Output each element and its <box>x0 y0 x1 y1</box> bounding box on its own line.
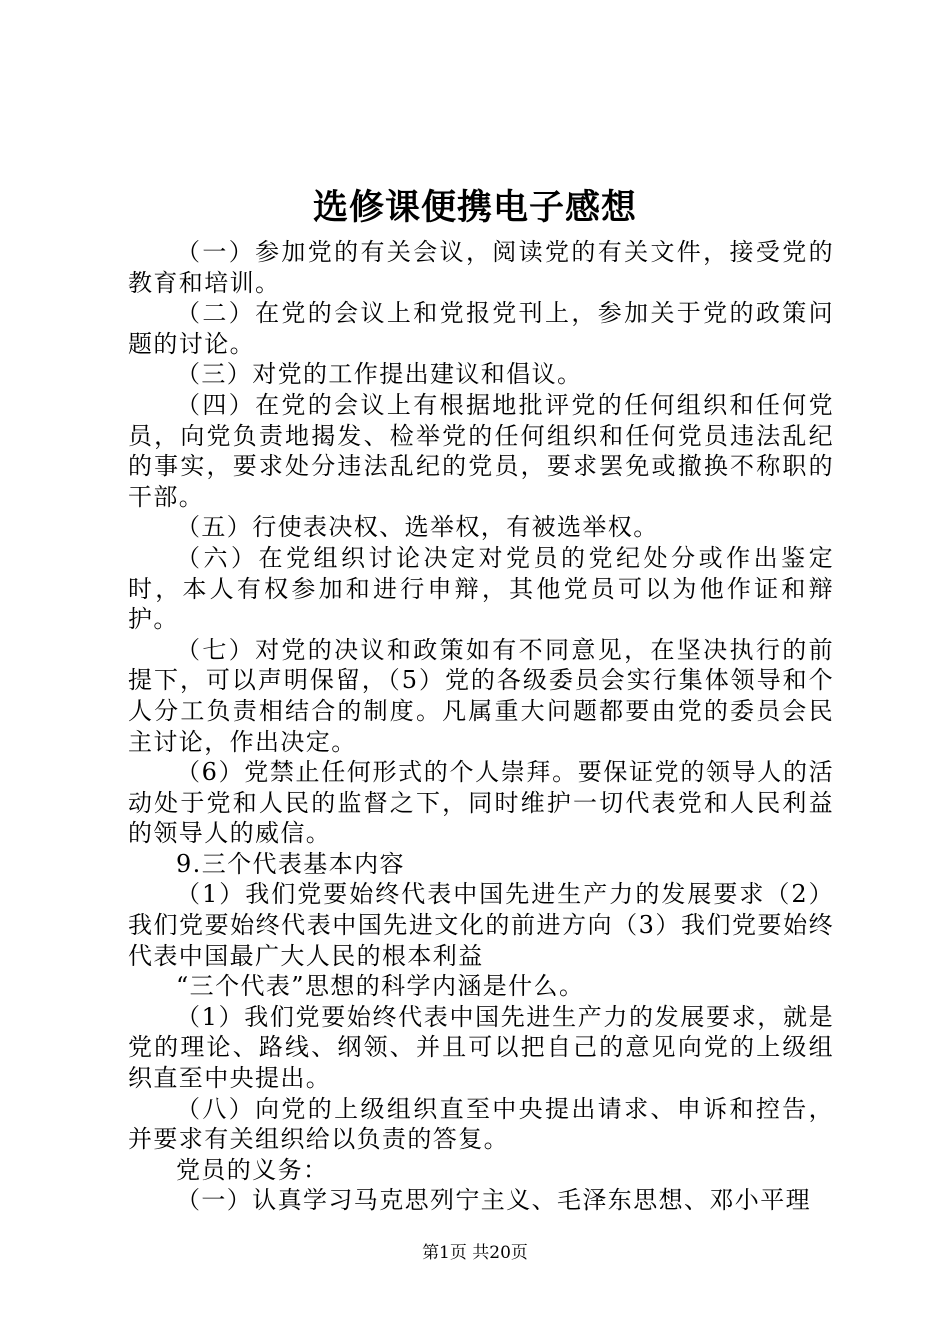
document-body <box>128 237 834 1216</box>
paragraph: （八）向党的上级组织直至中央提出请求、申诉和控告，并要求有关组织给以负责的答复。 <box>128 1094 834 1154</box>
paragraph: （三）对党的工作提出建议和倡议。 <box>176 360 583 389</box>
paragraph: “三个代表”思想的科学内涵是什么。 <box>176 972 585 1001</box>
paragraph: （六）在党组织讨论决定对党员的党纪处分或作出鉴定时，本人有权参加和进行申辩，其他党员可以为他作证和辩护。 <box>128 543 834 634</box>
paragraph: （一）认真学习马克思列宁主义、毛泽东思想、邓小平理 <box>176 1186 811 1215</box>
paragraph: 党员的义务： <box>176 1155 329 1184</box>
paragraph: （二）在党的会议上和党报党刊上，参加关于党的政策问题的讨论。 <box>128 299 834 358</box>
paragraph: （6）党禁止任何形式的个人崇拜。要保证党的领导人的活动处于党和人民的监督之下，同时维护一切代表党和人民利益的领导人的威信。 <box>128 758 834 848</box>
paragraph: （一）参加党的有关会议，阅读党的有关文件，接受党的教育和培训。 <box>128 238 834 297</box>
paragraph: （四）在党的会议上有根据地批评党的任何组织和任何党员，向党负责地揭发、检举党的任何组织和任何党员违法乱纪的事实，要求处分违法乱纪的党员，要求罢免或撤换不称职的干部。 <box>128 390 834 511</box>
paragraph: （1）我们党要始终代表中国先进生产力的发展要求（2）我们党要始终代表中国先进文化的前进方向（3）我们党要始终代表中国最广大人民的根本利益 <box>128 880 834 970</box>
paragraph: （七）对党的决议和政策如有不同意见，在坚决执行的前提下，可以声明保留，（5）党的各级委员会实行集体领导和个人分工负责相结合的制度。凡属重大问题都要由党的委员会民主讨论，作出决定。 <box>128 635 834 756</box>
document-title: 选修课便携电子感想 <box>312 188 637 228</box>
page-footer: 第1页 共20页 <box>422 1243 528 1263</box>
paragraph: （五）行使表决权、选举权，有被选举权。 <box>176 513 659 542</box>
paragraph: （1）我们党要始终代表中国先进生产力的发展要求，就是党的理论、路线、纲领、并且可以把自己的意见向党的上级组织直至中央提出。 <box>128 1002 834 1093</box>
section-heading: 9.三个代表基本内容 <box>176 849 405 878</box>
